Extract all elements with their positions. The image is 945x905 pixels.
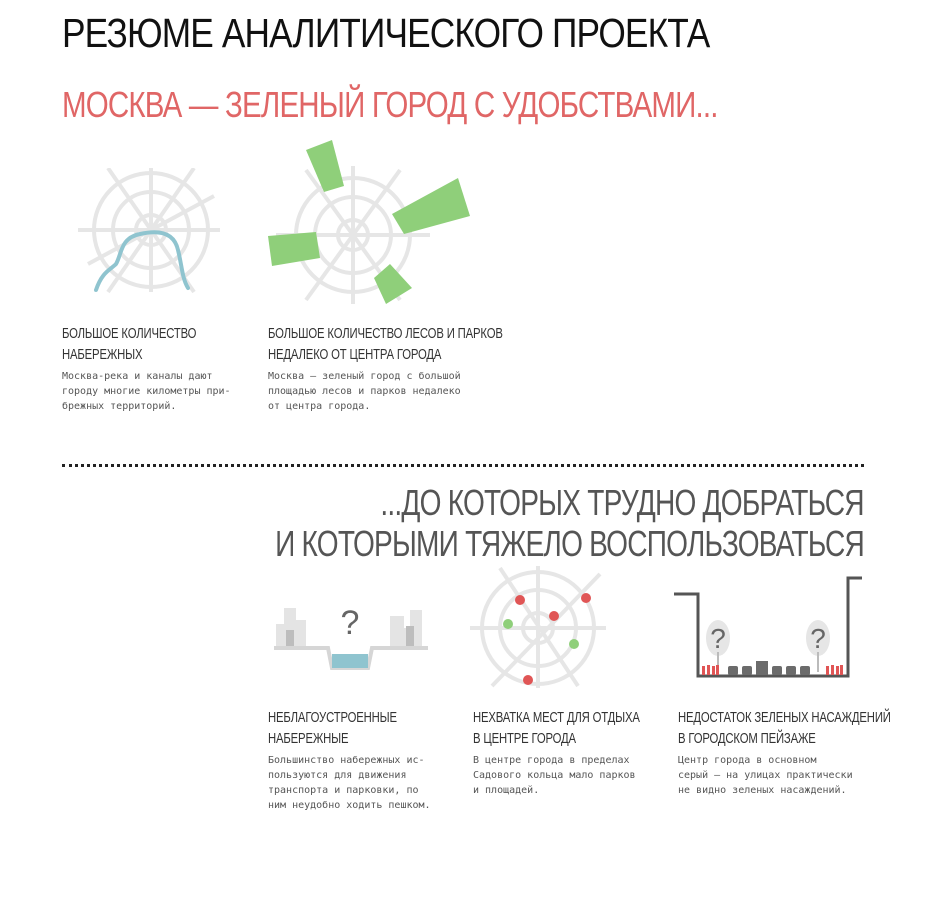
section-divider [62,464,864,467]
bottom-item-2-title-line2: В ЦЕНТРЕ ГОРОДА [473,731,576,747]
top-item-1-title-line1: БОЛЬШОЕ КОЛИЧЕСТВО [62,326,197,342]
river-map-icon [78,168,220,296]
bottom-item-2-text: В центре города в пределах Садового кольца мало парков и площадей. [473,755,636,796]
bottom-item-2-title-line1: НЕХВАТКА МЕСТ ДЛЯ ОТДЫХА [473,710,640,726]
bottom-item-3-text: Центр города в основном серый — на улицах практически не видно зеленых насаждений. [678,755,853,796]
top-item-1-title [62,324,196,366]
parks-map-icon [266,140,474,306]
bottom-item-1-title [268,708,397,750]
second-heading-line2: И КОТОРЫМИ ТЯЖЕЛО ВОСПОЛЬЗОВАТЬСЯ [275,523,864,564]
street-section-icon [672,576,864,682]
top-item-2-text: Москва — зеленый город с большой площадью лесов и парков недалеко от центра города. [268,371,461,412]
question-mark-glyph: ? [340,604,360,642]
second-heading-line1: ...ДО КОТОРЫХ ТРУДНО ДОБРАТЬСЯ [380,482,864,523]
center-places-icon [470,566,606,688]
top-item-2-title-line2: НЕДАЛЕКО ОТ ЦЕНТРА ГОРОДА [268,347,442,363]
bottom-item-2-title [473,708,640,750]
top-item-1-text: Москва-река и каналы дают городу многие километры при- брежных территорий. [62,371,231,412]
bottom-item-1-text: Большинство набережных ис- пользуются для движения транспорта и парковки, по ним неудобно ходить пешком. [268,755,431,811]
question-mark-left-glyph: ? [710,623,726,654]
bottom-item-3-title-line2: В ГОРОДСКОМ ПЕЙЗАЖЕ [678,731,816,747]
bottom-item-3-title-line1: НЕДОСТАТОК ЗЕЛЕНЫХ НАСАЖДЕНИЙ [678,710,891,726]
top-item-2-title-line1: БОЛЬШОЕ КОЛИЧЕСТВО ЛЕСОВ И ПАРКОВ [268,326,503,342]
page-title: РЕЗЮМЕ АНАЛИТИЧЕСКОГО ПРОЕКТА [62,10,710,56]
page-subtitle: МОСКВА — ЗЕЛЕНЫЙ ГОРОД С УДОБСТВАМИ... [62,84,718,125]
bottom-item-1-title-line1: НЕБЛАГОУСТРОЕННЫЕ [268,710,397,726]
top-item-2-title [268,324,503,366]
embankment-icon [272,598,430,672]
bottom-item-3-title [678,708,891,750]
question-mark-right-glyph: ? [810,623,826,654]
bottom-item-1-title-line2: НАБЕРЕЖНЫЕ [268,731,349,747]
top-item-1-title-line2: НАБЕРЕЖНЫХ [62,347,143,363]
